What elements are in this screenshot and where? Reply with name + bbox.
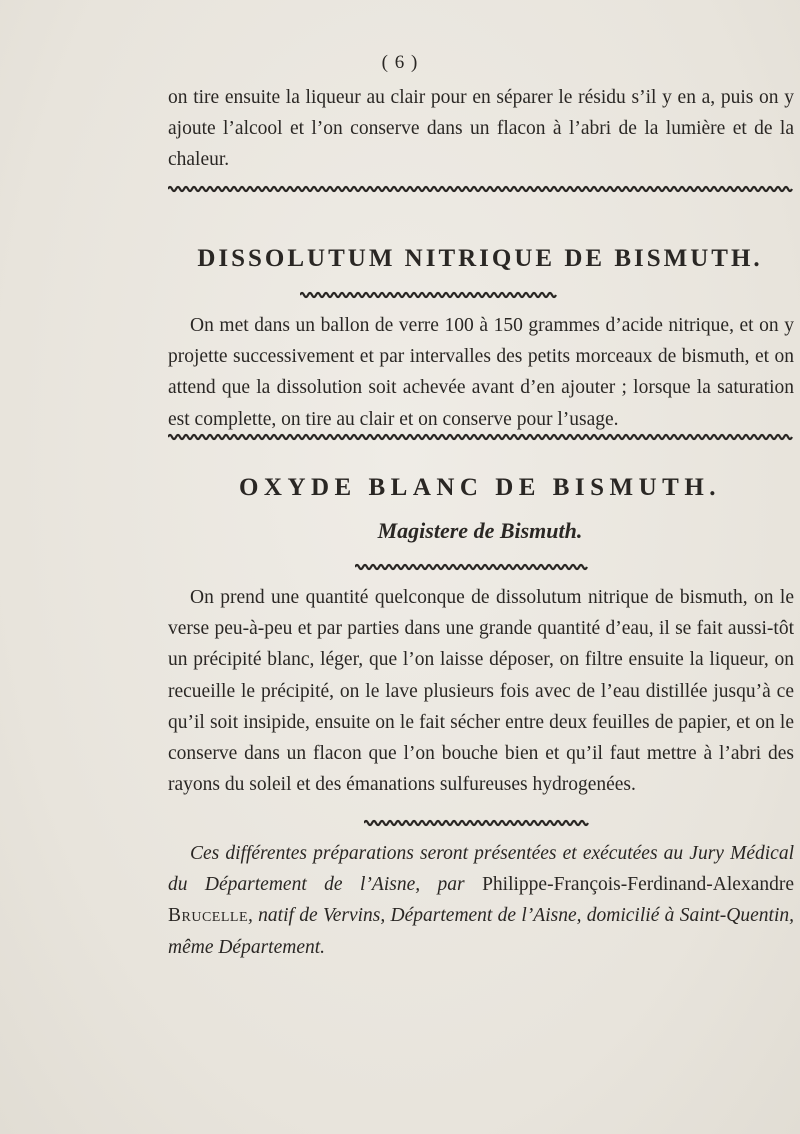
author-given-names: Philippe-François-Ferdinand-Alexandre — [482, 874, 794, 896]
ornamental-rule — [364, 818, 596, 828]
closing-text-part2: , natif de Vervins, Département de l’Aisne, domicilié à Saint-Quentin, même Département. — [168, 905, 794, 958]
section-title-dissolutum: DISSOLUTUM NITRIQUE DE BISMUTH. — [197, 245, 763, 272]
section-title-oxyde: OXYDE BLANC DE BISMUTH. — [238, 474, 722, 501]
section-paragraph-oxyde: On prend une quantité quelconque de dissolutum nitrique de bismuth, on le verse peu-à-peu et par parties dans une grande quantité d’eau, il se fait aussi-tôt un précipité blanc, léger, que l’on laisse déposer, on filtre ensuite la liqueur, on recueille le précipité, on le lave plusieurs fois avec de l’eau distillée jusqu’à ce qu’il soit insipide, ensuite on le fait sécher entre deux feuilles de papier, et on le conserve dans un flacon que l’on bouche bien et qu’il faut mettre à l’abri des rayons du soleil et des émanations sulfureuses hydrogenées. — [168, 587, 794, 796]
ornamental-rule — [300, 290, 562, 300]
section-paragraph-dissolutum: On met dans un ballon de verre 100 à 150 grammes d’acide nitrique, et on y projette successivement et par intervalles des petits morceaux de bismuth, et on attend que la dissolution soit achevée avant d’en ajouter ; lorsque la saturation est complette, on tire au clair et on conserve pour l’usage. — [168, 315, 794, 430]
ornamental-rule — [168, 184, 794, 194]
closing-text-part1: Ces différentes préparations seront présentées et exécutées au Jury Médical du Département de l’Aisne, par — [168, 843, 794, 896]
page-number: ( 6 ) — [381, 52, 419, 73]
ornamental-rule — [168, 432, 794, 442]
author-surname: Brucelle — [168, 905, 248, 927]
section-subtitle-magistere: Magistere de Bismuth. — [377, 518, 583, 543]
intro-paragraph: on tire ensuite la liqueur au clair pour en séparer le résidu s’il y en a, puis on y ajoute l’alcool et l’on conserve dans un flacon à l’abri de la lumière et de la chaleur. — [168, 87, 794, 171]
ornamental-rule — [355, 562, 595, 572]
closing-paragraph — [168, 838, 794, 963]
